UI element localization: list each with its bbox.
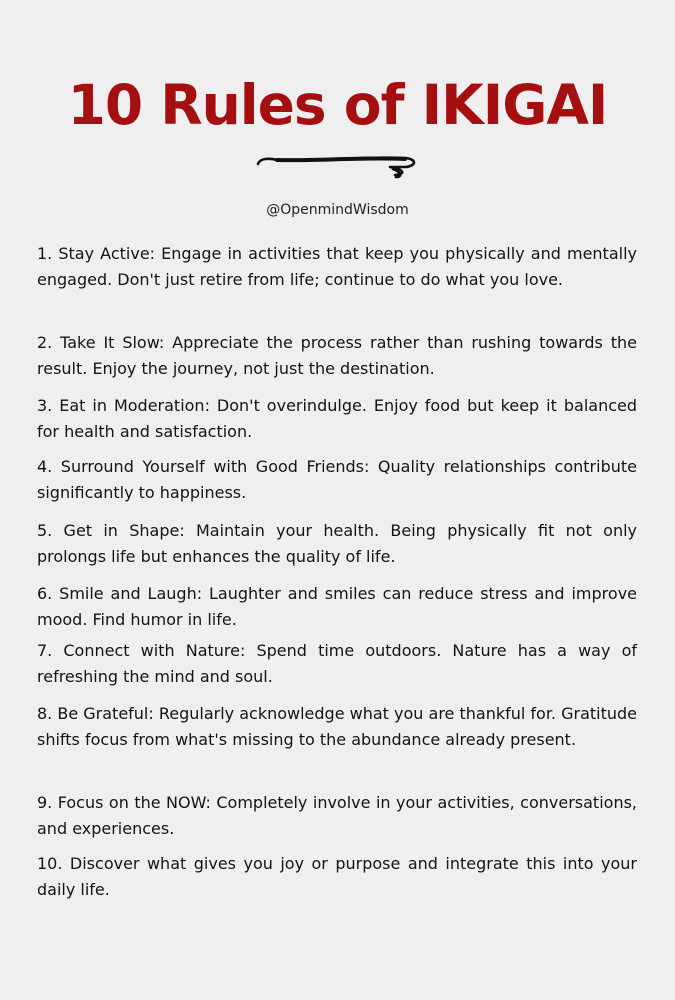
rule-item: 5. Get in Shape: Maintain your health. Being physically fit not only prolongs life but enhances the quality of life.: [37, 521, 637, 566]
rule-item: 1. Stay Active: Engage in activities that keep you physically and mentally engaged. Don't just retire from life; continue to do what you love.: [37, 244, 637, 289]
rule-item: 9. Focus on the NOW: Completely involve in your activities, conversations, and experiences.: [37, 793, 637, 838]
rule-item: 2. Take It Slow: Appreciate the process rather than rushing towards the result. Enjoy the journey, not just the destination.: [37, 333, 637, 378]
rule-item: 8. Be Grateful: Regularly acknowledge what you are thankful for. Gratitude shifts focus from what's missing to the abundance already present.: [37, 704, 638, 749]
rule-item: 10. Discover what gives you joy or purpose and integrate this into your daily life.: [37, 854, 637, 899]
rule-item: 4. Surround Yourself with Good Friends: Quality relationships contribute significantly to happiness.: [37, 457, 637, 502]
rule-item: 7. Connect with Nature: Spend time outdoors. Nature has a way of refreshing the mind and soul.: [37, 641, 637, 686]
swash-underline-icon: [255, 150, 420, 184]
rule-item: 3. Eat in Moderation: Don't overindulge. Enjoy food but keep it balanced for health and satisfaction.: [37, 396, 637, 441]
author-handle: @OpenmindWisdom: [266, 202, 409, 218]
rule-item: 6. Smile and Laugh: Laughter and smiles can reduce stress and improve mood. Find humor in life.: [37, 584, 637, 629]
page-title: 10 Rules of IKIGAI: [67, 73, 608, 137]
